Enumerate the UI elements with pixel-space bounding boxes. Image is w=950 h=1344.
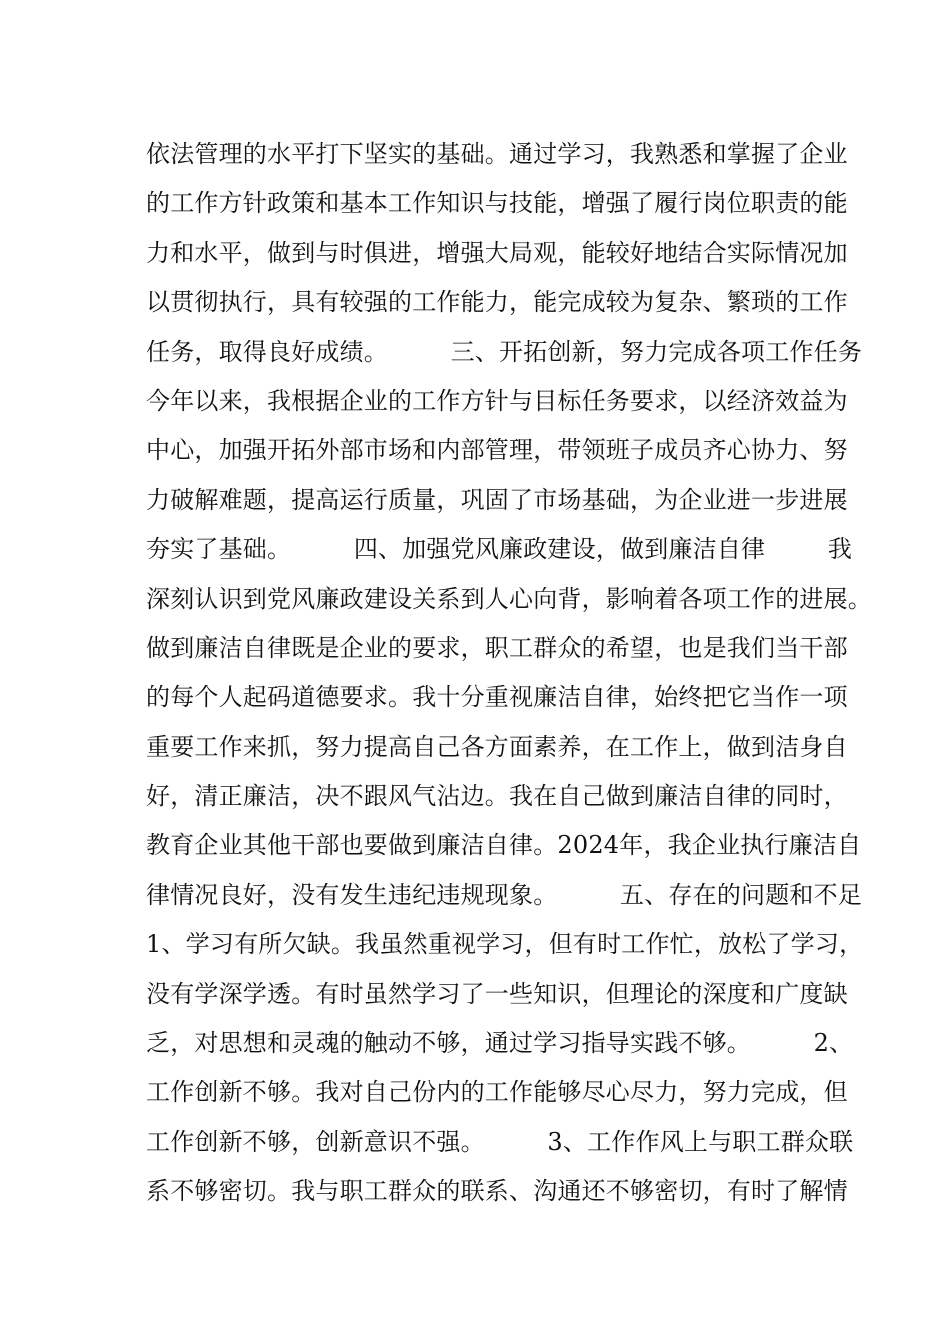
text-line: 夯实了基础。 四、加强党风廉政建设，做到廉洁自律 我 [146, 535, 853, 564]
text-line: 的工作方针政策和基本工作知识与技能，增强了履行岗位职责的能 [146, 189, 848, 218]
text-line: 的每个人起码道德要求。我十分重视廉洁自律，始终把它当作一项 [146, 683, 848, 712]
body-text [146, 130, 872, 1217]
text-line: 好，清正廉洁，决不跟风气沾边。我在自己做到廉洁自律的同时， [146, 782, 848, 811]
text-line: 做到廉洁自律既是企业的要求，职工群众的希望，也是我们当干部 [146, 633, 848, 662]
text-line: 力和水平，做到与时俱进，增强大局观，能较好地结合实际情况加 [146, 238, 848, 267]
text-line: 1、学习有所欠缺。我虽然重视学习，但有时工作忙，放松了学习， [146, 930, 864, 959]
text-line: 工作创新不够，创新意识不强。 3、工作作风上与职工群众联 [146, 1127, 854, 1156]
text-line: 没有学深学透。有时虽然学习了一些知识，但理论的深度和广度缺 [146, 979, 848, 1008]
text-line: 律情况良好，没有发生违纪违规现象。 五、存在的问题和不足 [146, 880, 863, 909]
text-line: 乏，对思想和灵魂的触动不够，通过学习指导实践不够。 2、 [146, 1029, 854, 1058]
text-line: 深刻认识到党风廉政建设关系到人心向背，影响着各项工作的进展。 [146, 584, 872, 613]
text-line: 工作创新不够。我对自己份内的工作能够尽心尽力，努力完成，但 [146, 1078, 848, 1107]
text-line: 力破解难题，提高运行质量，巩固了市场基础，为企业进一步进展 [146, 485, 848, 514]
text-line: 系不够密切。我与职工群众的联系、沟通还不够密切，有时了解情 [146, 1177, 848, 1206]
text-line: 依法管理的水平打下坚实的基础。通过学习，我熟悉和掌握了企业 [146, 140, 848, 168]
text-line: 重要工作来抓，努力提高自己各方面素养，在工作上，做到洁身自 [146, 732, 848, 761]
text-line: 中心，加强开拓外部市场和内部管理，带领班子成员齐心协力、努 [146, 436, 848, 465]
text-line: 今年以来，我根据企业的工作方针与目标任务要求，以经济效益为 [146, 386, 848, 415]
text-line: 以贯彻执行，具有较强的工作能力，能完成较为复杂、繁琐的工作 [146, 288, 848, 317]
text-line: 教育企业其他干部也要做到廉洁自律。2024年，我企业执行廉洁自 [146, 831, 862, 860]
text-line: 任务，取得良好成绩。 三、开拓创新，努力完成各项工作任务 [146, 337, 863, 366]
